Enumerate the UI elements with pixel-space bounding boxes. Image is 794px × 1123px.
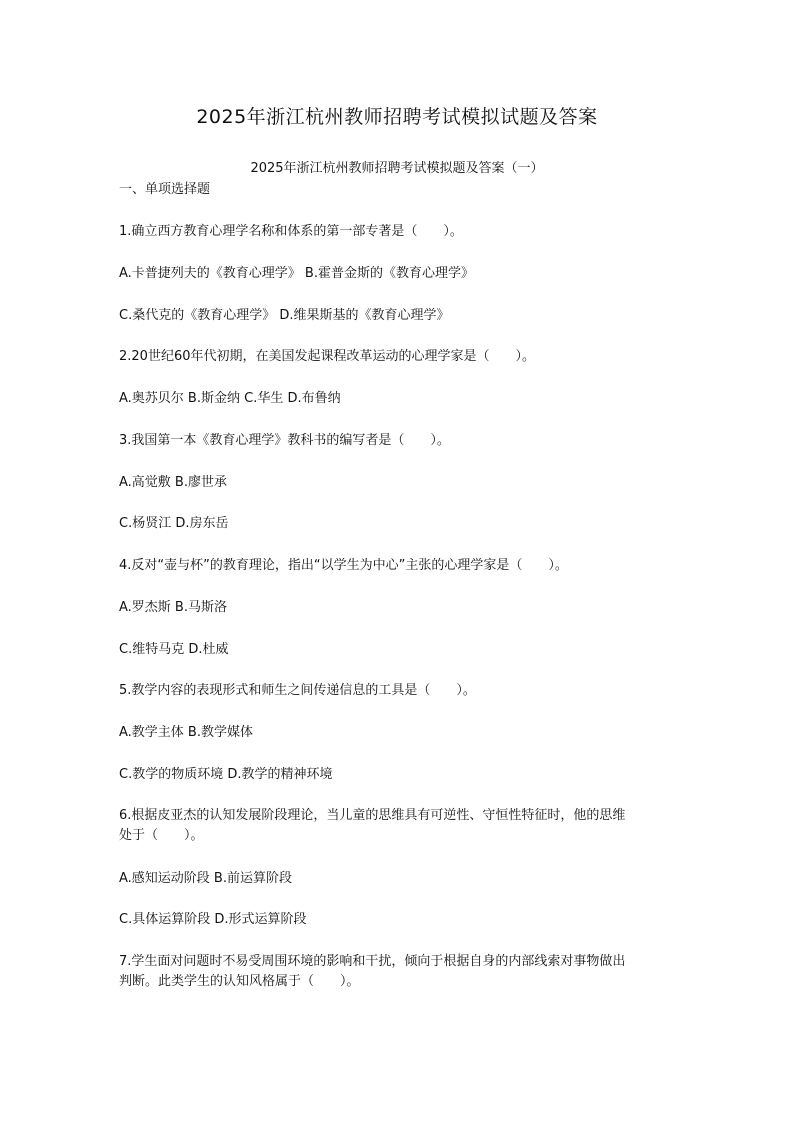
- question-1-options-cd: C.桑代克的《教育心理学》 D.维果斯基的《教育心理学》: [119, 308, 450, 323]
- document-title: 2025年浙江杭州教师招聘考试模拟试题及答案: [196, 106, 598, 128]
- question-1-stem: 1.确立西方教育心理学名称和体系的第一部专著是（ ）。: [119, 224, 463, 239]
- question-6-stem-line-2: 处于（ ）。: [119, 828, 204, 843]
- question-2-options: A.奥苏贝尔 B.斯金纳 C.华生 D.布鲁纳: [119, 391, 341, 406]
- question-7-stem-line-1: 7.学生面对问题时不易受周围环境的影响和干扰，倾向于根据自身的内部线索对事物做出: [119, 954, 626, 969]
- question-4-options-ab: A.罗杰斯 B.马斯洛: [119, 600, 227, 615]
- question-2-stem: 2.20世纪60年代初期，在美国发起课程改革运动的心理学家是（ ）。: [119, 349, 535, 364]
- question-5-options-cd: C.教学的物质环境 D.教学的精神环境: [119, 767, 333, 782]
- question-7-stem-line-2: 判断。此类学生的认知风格属于（ ）。: [119, 974, 360, 989]
- question-3-stem: 3.我国第一本《教育心理学》教科书的编写者是（ ）。: [119, 433, 450, 448]
- question-6-stem-line-1: 6.根据皮亚杰的认知发展阶段理论，当儿童的思维具有可逆性、守恒性特征时，他的思维: [119, 808, 626, 823]
- question-1-options-ab: A.卡普捷列夫的《教育心理学》 B.霍普金斯的《教育心理学》: [119, 266, 474, 281]
- question-3-options-ab: A.高觉敷 B.廖世承: [119, 475, 227, 490]
- question-5-options-ab: A.教学主体 B.教学媒体: [119, 725, 253, 740]
- document-subtitle: 2025年浙江杭州教师招聘考试模拟题及答案（一）: [250, 161, 544, 176]
- question-3-options-cd: C.杨贤江 D.房东岳: [119, 516, 229, 531]
- question-4-stem: 4.反对“壶与杯”的教育理论，指出“以学生为中心”主张的心理学家是（ ）。: [119, 558, 568, 573]
- question-5-stem: 5.教学内容的表现形式和师生之间传递信息的工具是（ ）。: [119, 683, 476, 698]
- question-4-options-cd: C.维特马克 D.杜威: [119, 642, 229, 657]
- section-heading: 一、单项选择题: [119, 182, 211, 197]
- question-6-options-ab: A.感知运动阶段 B.前运算阶段: [119, 871, 292, 886]
- question-6-options-cd: C.具体运算阶段 D.形式运算阶段: [119, 912, 307, 927]
